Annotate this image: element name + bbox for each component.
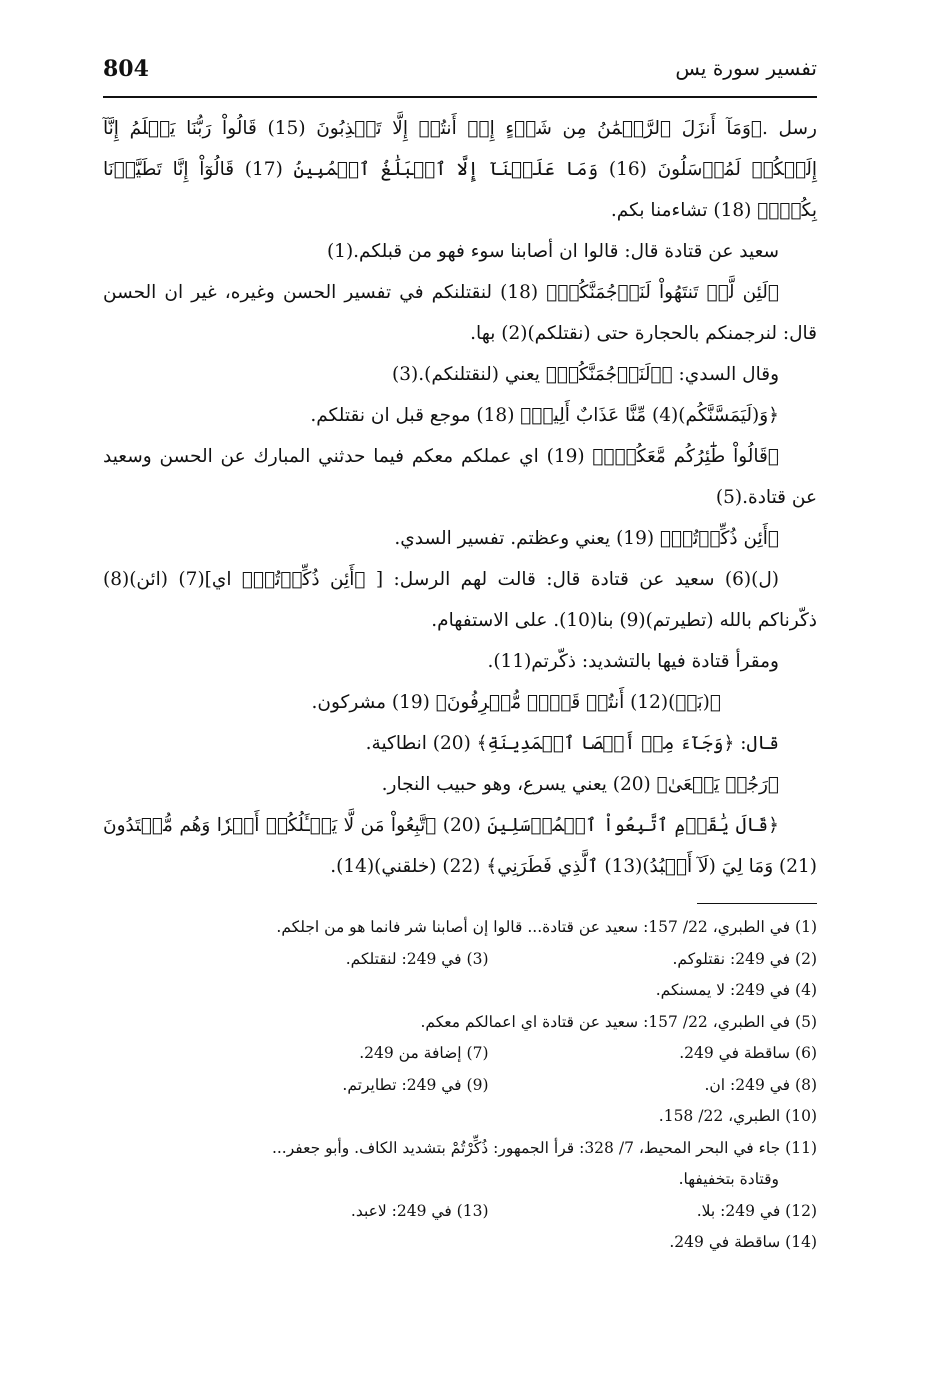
paragraph: سعيد عن قتادة قال: قالوا ان أصابنا سوء فهو من قبلكم.(1) [326, 241, 779, 262]
paragraph: ﴿قَالُواْ طَٰٓئِرُكُم مَّعَكُمۡۚ﴾ (19) اي عملكم معكم فيما حدثني المبارك عن الحسن وسعيد عن قتادة.(5) [103, 446, 817, 508]
paragraph: قال: ﴿وَجَآءَ مِنۡ أَقۡصَا ٱلۡمَدِينَةِ﴾ (20) انطاكية. [365, 733, 779, 754]
footnote-continuation: وقتادة بتخفيفها. [678, 1170, 779, 1188]
paragraph: ﴿رَجُلٞ يَسۡعَىٰ﴾ (20) يعني يسرع، وهو حبيب النجار. [381, 774, 779, 795]
footnote: (2) في 249: نقتلوكم. [672, 949, 817, 968]
page-number: 804 [103, 56, 149, 82]
footnote: (8) في 249: ان. [704, 1075, 817, 1094]
main-text [103, 108, 817, 887]
running-title: تفسير سورة يس [675, 56, 817, 80]
paragraph: ﴿أَئِن ذُكِّرۡتُمۚ﴾ (19) يعني وعظتم. تفسير السدي. [394, 528, 779, 549]
header-rule [103, 96, 817, 98]
footnote-row [160, 1196, 817, 1228]
page-header [103, 52, 817, 92]
paragraph: ﴿وَ(لَيَمَسَّنَّكُم)(4) مِّنَّا عَذَابٌ أَلِيمٞ﴾ (18) موجع قبل ان نقتلكم. [310, 405, 779, 426]
footnote: (7) إضافة من 249. [359, 1044, 489, 1062]
paragraph: رسل .﴿وَمَآ أَنزَلَ ٱلرَّحۡمَٰنُ مِن شَيۡءٍ إِنۡ أَنتُمۡ إِلَّا تَكۡذِبُونَ (15) قَالُواْ رَبُّنَا يَعۡلَمُ إِنَّآ إِلَيۡكُمۡ لَمُرۡسَلُونَ (16) وَمَا عَلَيۡنَآ إِلَّا ٱلۡبَلَٰغُ ٱلۡمُبِينُ (17) قَالُوٓاْ إِنَّا تَطَيَّرۡنَا بِكُمۡۖ﴾ (18) تشاءمنا بكم. [103, 118, 818, 221]
paragraph: ومقرأ قتادة فيها بالتشديد: ذكّرتم(11). [487, 651, 779, 672]
footnotes [160, 912, 817, 1259]
footnote: (10) الطبري، 22/ 158. [658, 1107, 817, 1125]
footnote: (11) جاء في البحر المحيط، 7/ 328: قرأ الجمهور: ذُكِّرْتُمْ بتشديد الكاف. وأبو جعفر... [271, 1138, 817, 1157]
footnote-row [160, 944, 817, 976]
paragraph: ﴿(بَلۡ)(12) أَنتُمۡ قَوۡمٞ مُّسۡرِفُونَ﴾ (19) مشركون. [311, 692, 721, 713]
footnote: (9) في 249: تطايرتم. [342, 1075, 489, 1094]
footnote: (1) في الطبري، 22/ 157: سعيد عن قتادة... قالوا إن أصابنا شر فانما هو من اجلكم. [276, 918, 817, 936]
footnote: (4) في 249: لا يمسنكم. [655, 981, 817, 999]
footnote: (5) في الطبري، 22/ 157: سعيد عن قتادة اي اعمالكم معكم. [420, 1012, 817, 1031]
footnote: (3) في 249: لنقتلكم. [345, 949, 489, 968]
footnote-rule [697, 903, 817, 904]
footnote: (6) ساقطة في 249. [679, 1044, 817, 1062]
footnote-row [160, 1038, 817, 1070]
footnote: (13) في 249: لاعبد. [350, 1201, 489, 1220]
paragraph: ﴿قَالَ يَٰقَوۡمِ ٱتَّبِعُواْ ٱلۡمُرۡسَلِينَ (20) ٱتَّبِعُواْ مَن لَّا يَسۡـَٔلُكُمۡ أَجۡرٗا وَهُم مُّهۡتَدُونَ (21) وَمَا لِيَ (لَآ أَعۡبُدُ)(13) ٱلَّذِي فَطَرَنِي﴾ (22) (خلقني)(14). [103, 815, 817, 877]
paragraph: وقال السدي: ﴿﴿لَنَرۡجُمَنَّكُمۡ﴾ يعني (لنقتلنكم).(3) [392, 364, 779, 385]
footnote-row [160, 1070, 817, 1102]
footnote: (14) ساقطة في 249. [669, 1233, 817, 1251]
footnote: (12) في 249: بلا. [696, 1201, 817, 1220]
paragraph: (ل)(6) سعيد عن قتادة قال: قالت لهم الرسل: [ ﴿أَئِن ذُكِّرۡتُمۚ﴾ اي](7) (ائن)(8) ذكّرناكم بالله (تطيرتم)(9) بنا(10). على الاستفهام. [103, 569, 817, 631]
paragraph: ﴿لَئِن لَّمۡ تَنتَهُواْ لَنَرۡجُمَنَّكُمۡ﴾ (18) لنقتلنكم في تفسير الحسن وغيره، غير ان الحسن قال: لنرجمنكم بالحجارة حتى (نقتلكم)(2) بها. [103, 282, 817, 344]
